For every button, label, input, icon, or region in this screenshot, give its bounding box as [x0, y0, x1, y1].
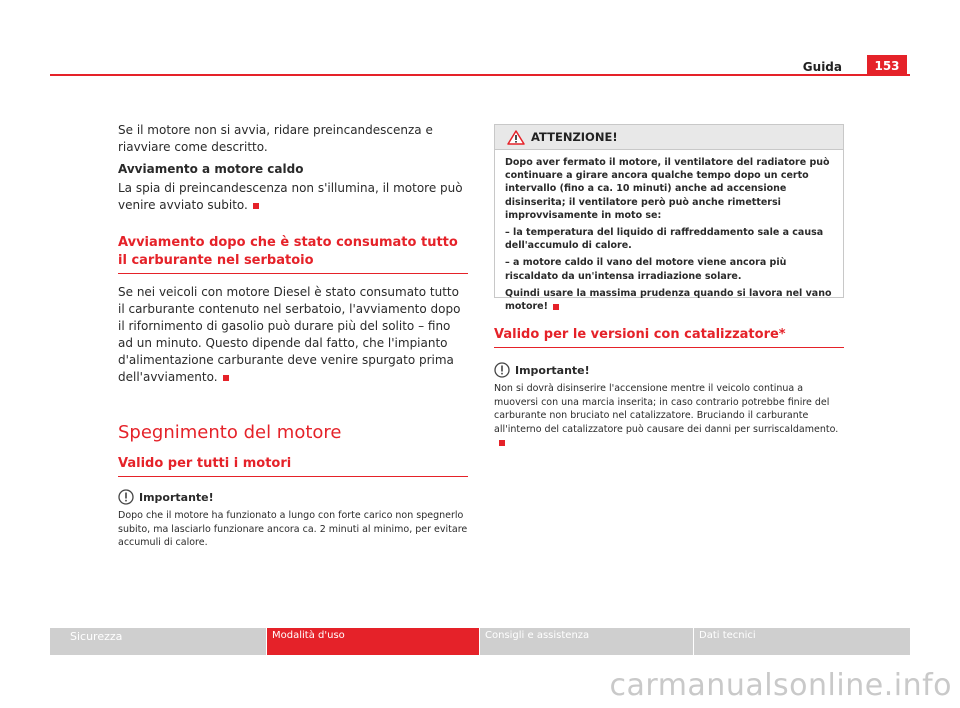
fuel-paragraph: Se nei veicoli con motore Diesel è stato consumato tutto il carburante contenuto nel serbatoio, l'avviamento dopo il rifornimento di gasolio può durare più del solito – fino ad un minuto. Questo dipende dal fatto, che l'impianto d'alimentazione carburante deve venire spurgato prima dell'avviamento. [118, 285, 461, 384]
warning-paragraph: Dopo aver fermato il motore, il ventilatore del radiatore può continuare a girare ancora qualche tempo dopo un certo intervallo (fino a ca. 10 minuti) anche ad accensione disinserita; il ventilatore però può anche rimettersi improvvisamente in moto se: [505, 157, 830, 221]
footer-tab-dati[interactable]: Dati tecnici [694, 628, 910, 655]
footer-tab-modalita[interactable]: Modalità d'uso [267, 628, 479, 655]
section-title: Guida [802, 60, 842, 74]
fuel-heading: Avviamento dopo che è stato consumato tutto il carburante nel serbatoio [118, 234, 468, 274]
engine-off-heading: Spegnimento del motore [118, 422, 342, 443]
warning-triangle-icon [507, 130, 525, 145]
important-label: Importante! [139, 490, 214, 504]
warning-paragraph: Quindi usare la massima prudenza quando si lavora nel vano motore! [505, 287, 832, 313]
watermark: carmanualsonline.info [609, 668, 952, 703]
catalyst-heading: Valido per le versioni con catalizzatore* [494, 326, 844, 348]
warm-start-title: Avviamento a motore caldo [118, 162, 304, 176]
important-row [494, 362, 844, 378]
warning-header [495, 125, 843, 150]
footer-tab-sicurezza[interactable]: Sicurezza [50, 628, 266, 655]
important-row [118, 489, 468, 505]
exclamation-icon [494, 362, 510, 378]
important-label: Importante! [515, 363, 590, 377]
exclamation-icon [118, 489, 134, 505]
page-number: 153 [867, 55, 907, 76]
warning-paragraph: – a motore caldo il vano del motore viene ancora più riscaldato da un'intensa irradiazione solare. [505, 257, 787, 282]
right-column [494, 326, 844, 450]
warm-start-paragraph: La spia di preincandescenza non s'illumina, il motore può venire avviato subito. [118, 181, 463, 212]
warning-title: ATTENZIONE! [531, 130, 618, 144]
warning-paragraph: – la temperatura del liquido di raffreddamento sale a causa dell'accumulo di calore. [505, 227, 824, 252]
warning-body [495, 150, 843, 313]
all-engines-heading: Valido per tutti i motori [118, 455, 468, 477]
intro-paragraph: Se il motore non si avvia, ridare preincandescenza e riavviare come descritto. [118, 123, 433, 154]
important-paragraph: Dopo che il motore ha funzionato a lungo con forte carico non spegnerlo subito, ma lasciarlo funzionare ancora ca. 2 minuti al minimo, per evitare accumuli di calore. [118, 510, 468, 548]
end-mark-icon [253, 203, 259, 209]
left-column [118, 122, 468, 550]
footer-tab-consigli[interactable]: Consigli e assistenza [480, 628, 693, 655]
end-mark-icon [223, 375, 229, 381]
header-rule [50, 74, 910, 76]
end-mark-icon [499, 440, 505, 446]
catalyst-paragraph: Non si dovrà disinserire l'accensione mentre il veicolo continua a muoversi con una marcia inserita; in caso contrario potrebbe finire del carburante non bruciato nel catalizzatore. Bruciando il carburante all'interno del catalizzatore può causare dei danni per surriscaldamento. [494, 382, 844, 450]
warning-box [494, 124, 844, 313]
end-mark-icon [553, 304, 559, 310]
